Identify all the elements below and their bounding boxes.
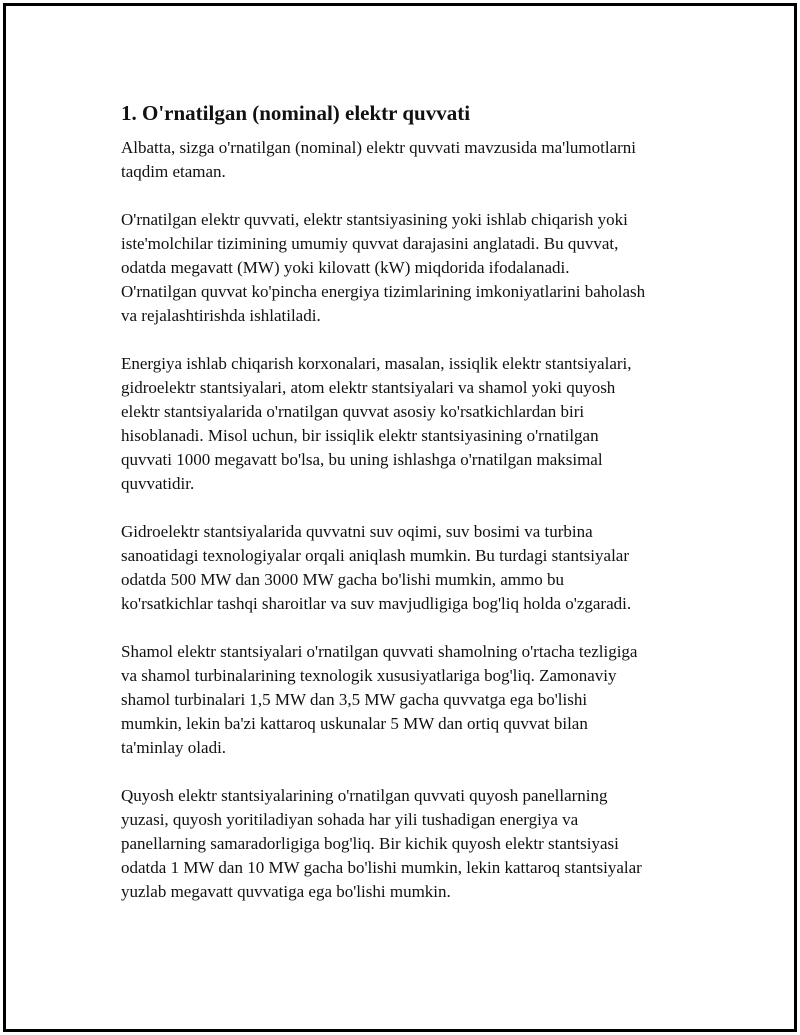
page-frame — [3, 3, 797, 1032]
paragraph-hydro: Gidroelektr stantsiyalarida quvvatni suv oqimi, suv bosimi va turbina sanoatidagi texnologiyalar orqali aniqlash mumkin. Bu turdagi stantsiyalar odatda 500 MW dan 3000 MW gacha bo'lishi mumkin, ammo bu ko'rsatkichlar tashqi sharoitlar va suv mavjudligiga bog'liq holda o'zgaradi. — [121, 522, 632, 613]
document-body — [121, 100, 701, 928]
paragraph-solar: Quyosh elektr stantsiyalarining o'rnatilgan quvvati quyosh panellarning yuzasi, quyosh yoritiladiyan sohada har yili tushadigan energiya va panellarning samaradorligiga bog'liq. Bir kichik quyosh elektr stantsiyasi odatda 1 MW dan 10 MW gacha bo'lishi mumkin, lekin kattaroq stantsiyalar yuzlab megavatt quvvatiga ega bo'lishi mumkin. — [121, 786, 642, 901]
paragraph-intro: Albatta, sizga o'rnatilgan (nominal) elektr quvvati mavzusida ma'lumotlarni taqdim etaman. — [121, 138, 637, 181]
paragraph-wind: Shamol elektr stantsiyalari o'rnatilgan quvvati shamolning o'rtacha tezligiga va shamol turbinalarining texnologik xususiyatlariga bog'liq. Zamonaviy shamol turbinalari 1,5 MW dan 3,5 MW gacha quvvatga ega bo'lishi mumkin, lekin ba'zi kattaroq uskunalar 5 MW dan ortiq quvvat bilan ta'minlay oladi. — [121, 642, 638, 757]
paragraph-power-plants: Energiya ishlab chiqarish korxonalari, masalan, issiqlik elektr stantsiyalari, gidroelektr stantsiyalari, atom elektr stantsiyalari va shamol yoki quyosh elektr stantsiyalarida o'rnatilgan quvvat asosiy ko'rsatkichlardan biri hisoblanadi. Misol uchun, bir issiqlik elektr stantsiyasining o'rnatilgan quvvati 1000 megavatt bo'lsa, bu uning ishlashga o'rnatilgan maksimal quvvatidir. — [121, 354, 632, 493]
paragraph-definition: O'rnatilgan elektr quvvati, elektr stantsiyasining yoki ishlab chiqarish yoki iste'molchilar tizimining umumiy quvvat darajasini anglatadi. Bu quvvat, odatda megavatt (MW) yoki kilovatt (kW) miqdorida ifodalanadi. O'rnatilgan quvvat ko'pincha energiya tizimlarining imkoniyatlarini baholash va rejalashtirishda ishlatiladi. — [121, 210, 646, 325]
document-heading: 1. O'rnatilgan (nominal) elektr quvvati — [121, 101, 471, 125]
